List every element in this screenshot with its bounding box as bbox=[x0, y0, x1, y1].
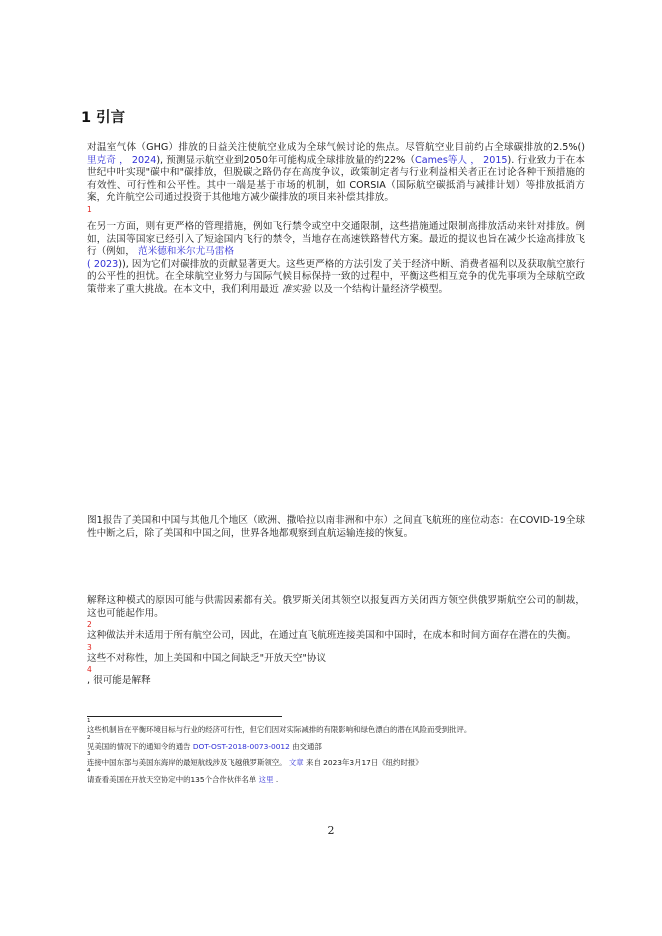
paragraph-text: 这种做法并未适用于所有航空公司，因此，在通过直飞航班连接美国和中国时，在成本和时间方面存在潜在的失衡。 bbox=[87, 630, 577, 642]
paragraph-figure-reference bbox=[87, 515, 585, 540]
citation-link[interactable]: 范米德和米尔尤马雷格 bbox=[138, 246, 234, 258]
footnote-text: 请查看美国在开放天空协定中的135个合作伙伴名单 bbox=[87, 774, 259, 784]
footnote-text: 来自 2023年3月17日《纽约时报》 bbox=[303, 758, 423, 767]
footnote-item bbox=[87, 768, 585, 785]
paragraph-introduction bbox=[87, 142, 585, 215]
citation-link[interactable]: Cames等人 ， 2015 bbox=[415, 154, 508, 166]
footnotes bbox=[87, 718, 585, 784]
footnote-number: 2 bbox=[87, 734, 91, 741]
paragraph-explanation bbox=[87, 595, 585, 688]
footnote-text: 见美国的情况下的通知令的通告 bbox=[87, 741, 193, 751]
footnote-link[interactable]: 文章 bbox=[288, 758, 304, 767]
section-number: 1 bbox=[81, 110, 92, 126]
footnote-marker[interactable]: 4 bbox=[87, 665, 92, 675]
paragraph-text: )), 因为它们对碳排放的贡献显著更大。这些更严格的方法引发了关于经济中断、消费者福利以及获取航空旅行的公平性的担忧。在全球航空业努力与国际气候目标保持一致的过程中，平衡这些相互竞争的优先事项为全球航空政策带来了重大挑战。在本文中，我们利用最近 bbox=[87, 258, 585, 295]
footnote-marker[interactable]: 2 bbox=[87, 620, 92, 630]
footnote-marker[interactable]: 1 bbox=[87, 204, 92, 214]
footnote-text: 由交通部 bbox=[289, 741, 322, 751]
paragraph-text: 解释这种模式的原因可能与供需因素都有关。俄罗斯关闭其领空以报复西方关闭西方领空供俄罗斯航空公司的制裁，这也可能起作用。 bbox=[87, 595, 585, 619]
italic-term: 准实验 bbox=[281, 283, 311, 295]
paragraph-regulation bbox=[87, 221, 585, 297]
paragraph-text: 这些不对称性，加上美国和中国之间缺乏"开放天空"协议 bbox=[87, 652, 327, 664]
footnote-link[interactable]: DOT-OST-2018-0073-0012 bbox=[192, 741, 290, 751]
section-title: 引言 bbox=[96, 110, 126, 126]
footnote-link[interactable]: 这里 bbox=[258, 774, 274, 784]
footnote-item bbox=[87, 718, 585, 735]
footnote-number: 3 bbox=[87, 751, 91, 757]
paragraph-text: 以及一个结构计量经济学模型。 bbox=[313, 283, 449, 295]
paragraph-text: 在另一方面，则有更严格的管理措施，例如飞行禁令或空中交通限制，这些措施通过限制高排放活动来针对排放。例如，法国等国家已经引入了短途国内飞行的禁令，当地存在高速铁路替代方案。最近的提议也旨在减少长途高排放飞行（例如， bbox=[87, 221, 585, 258]
page-number: 2 bbox=[327, 824, 335, 837]
paragraph-text: ), 预测显示航空业到2050年可能构成全球排放量的约22%（ bbox=[156, 154, 415, 166]
footnote-divider bbox=[87, 716, 282, 717]
footnote-text: 连接中国东部与美国东海岸的最短航线涉及飞越俄罗斯领空。 bbox=[87, 758, 289, 767]
footnote-marker[interactable]: 3 bbox=[87, 642, 92, 652]
paragraph-text: ). 行业致力于在本世纪中叶实现"碳中和"碳排放，但脱碳之路仍存在高度争议，政策制定者与行业利益相关者正在讨论各种干预措施的有效性、可行性和公平性。其中一端是基于市场的机制，如 CORSIA（国际航空碳抵消与减排计划）等排放抵消方案，允许航空公司通过投资于其他地方减少碳排放的项目来补偿其排放。 bbox=[87, 154, 586, 204]
citation-link[interactable]: ( 2023 bbox=[87, 258, 119, 270]
paragraph-text: 对温室气体（GHG）排放的日益关注使航空业成为全球气候讨论的焦点。尽管航空业目前约占全球碳排放的2.5%() bbox=[87, 142, 585, 153]
footnote-number: 1 bbox=[87, 718, 91, 724]
footnote-item bbox=[87, 735, 585, 752]
footnote-text: . bbox=[273, 774, 279, 784]
footnote-text: 这些机制旨在平衡环境目标与行业的经济可行性，但它们因对实际减排的有限影响和绿色漂白的潜在风险而受到批评。 bbox=[87, 725, 472, 734]
footnote-item bbox=[87, 751, 585, 768]
section-heading bbox=[81, 106, 125, 127]
paragraph-text: 图1报告了美国和中国与其他几个地区（欧洲、撒哈拉以南非洲和中东）之间直飞航班的座位动态：在COVID-19全球性中断之后，除了美国和中国之间，世界各地都观察到直航运输连接的恢复。 bbox=[87, 515, 585, 539]
footnote-number: 4 bbox=[87, 767, 91, 774]
citation-link[interactable]: 里克奇 ， 2024 bbox=[87, 154, 157, 166]
paragraph-text: , 很可能是解释 bbox=[87, 675, 151, 687]
